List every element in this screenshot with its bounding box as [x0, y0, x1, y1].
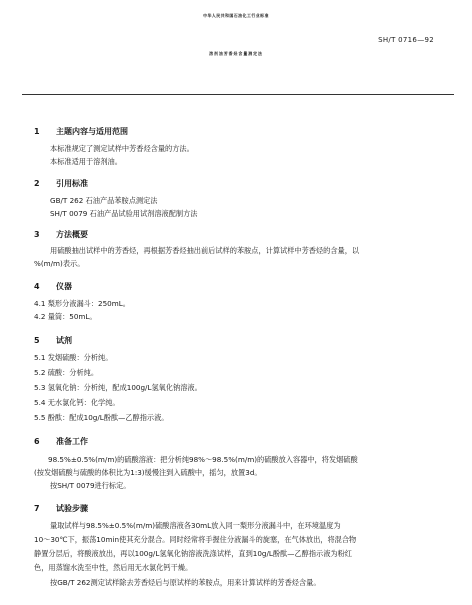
- section-7-line-3: 静置分层后，将酸液放出，再以100g/L氢氧化钠溶液洗涤试样，直到10g/L酚酞—乙醇指示液为粉红: [34, 549, 352, 558]
- title-divider: [22, 94, 454, 95]
- section-5-line-2: 5.2 硫酸：分析纯。: [34, 368, 99, 377]
- section-1-line-2: 本标准适用于溶剂油。: [50, 157, 122, 166]
- section-number: 3: [34, 230, 40, 239]
- section-number: 4: [34, 282, 40, 291]
- section-title: 仪器: [56, 282, 72, 291]
- section-6-line-1: 98.5%±0.5%(m/m)的硫酸溶液：把分析纯98%～98.5%(m/m)的硫酸放入容器中，将发烟硫酸: [48, 455, 358, 464]
- section-title: 引用标准: [56, 179, 88, 188]
- standard-header-title: 中华人民共和国石油化工行业标准: [203, 13, 269, 18]
- section-number: 5: [34, 336, 40, 345]
- section-7-line-2: 10～30℃下，振荡10min使其充分混合。同时经常将手握住分液漏斗的旋塞，在气体放出，将混合物: [34, 535, 357, 544]
- section-heading-3: [34, 229, 88, 240]
- section-4-line-2: 4.2 量筒：50mL。: [34, 312, 97, 321]
- section-heading-5: [34, 335, 72, 346]
- section-5-line-5: 5.5 酚酞：配成10g/L酚酞—乙醇指示液。: [34, 413, 169, 422]
- section-heading-2: [34, 178, 88, 189]
- section-title: 方法概要: [56, 230, 88, 239]
- section-heading-1: [34, 126, 128, 137]
- section-title: 主题内容与适用范围: [56, 127, 128, 136]
- section-7-line-4: 色，用蒸馏水洗至中性，然后用无水氯化钙干燥。: [34, 563, 193, 572]
- section-3-line-1: 用硫酸抽出试样中的芳香烃，再根据芳香烃抽出前后试样的苯胺点，计算试样中芳香烃的含量，以: [50, 246, 360, 255]
- section-heading-6: [34, 436, 88, 447]
- section-3-line-2: %(m/m)表示。: [34, 259, 85, 268]
- section-title: 试剂: [56, 336, 72, 345]
- section-7-line-5: 按GB/T 262测定试样除去芳香烃后与原试样的苯胺点，用来计算试样的芳香烃含量。: [50, 578, 321, 587]
- section-heading-7: [34, 503, 88, 514]
- section-number: 7: [34, 504, 40, 513]
- section-number: 6: [34, 437, 40, 446]
- document-title: 溶剂油芳香烃含量测定法: [209, 51, 263, 56]
- section-2-line-2: SH/T 0079 石油产品试验用试剂溶液配制方法: [50, 209, 198, 218]
- section-2-line-1: GB/T 262 石油产品苯胺点测定法: [50, 196, 158, 205]
- standard-code: SH/T 0716—92: [378, 36, 434, 44]
- section-5-line-1: 5.1 发烟硫酸：分析纯。: [34, 353, 113, 362]
- section-heading-4: [34, 281, 72, 292]
- section-title: 准备工作: [56, 437, 88, 446]
- section-7-line-1: 量取试样与98.5%±0.5%(m/m)硫酸溶液各30mL放入同一梨形分液漏斗中，在环境温度为: [50, 521, 341, 530]
- section-6-line-3: 按SH/T 0079进行标定。: [50, 481, 131, 490]
- section-5-line-4: 5.4 无水氯化钙：化学纯。: [34, 398, 120, 407]
- section-number: 2: [34, 179, 40, 188]
- section-5-line-3: 5.3 氢氧化钠：分析纯，配成100g/L氢氧化钠溶液。: [34, 383, 202, 392]
- section-title: 试验步骤: [56, 504, 88, 513]
- section-1-line-1: 本标准规定了测定试样中芳香烃含量的方法。: [50, 144, 194, 153]
- section-4-line-1: 4.1 梨形分液漏斗：250mL。: [34, 299, 130, 308]
- section-number: 1: [34, 127, 40, 136]
- section-6-line-2: (按发烟硫酸与硫酸的体积比为1:3)缓慢注到入硫酸中，摇匀，放置3d。: [34, 468, 262, 477]
